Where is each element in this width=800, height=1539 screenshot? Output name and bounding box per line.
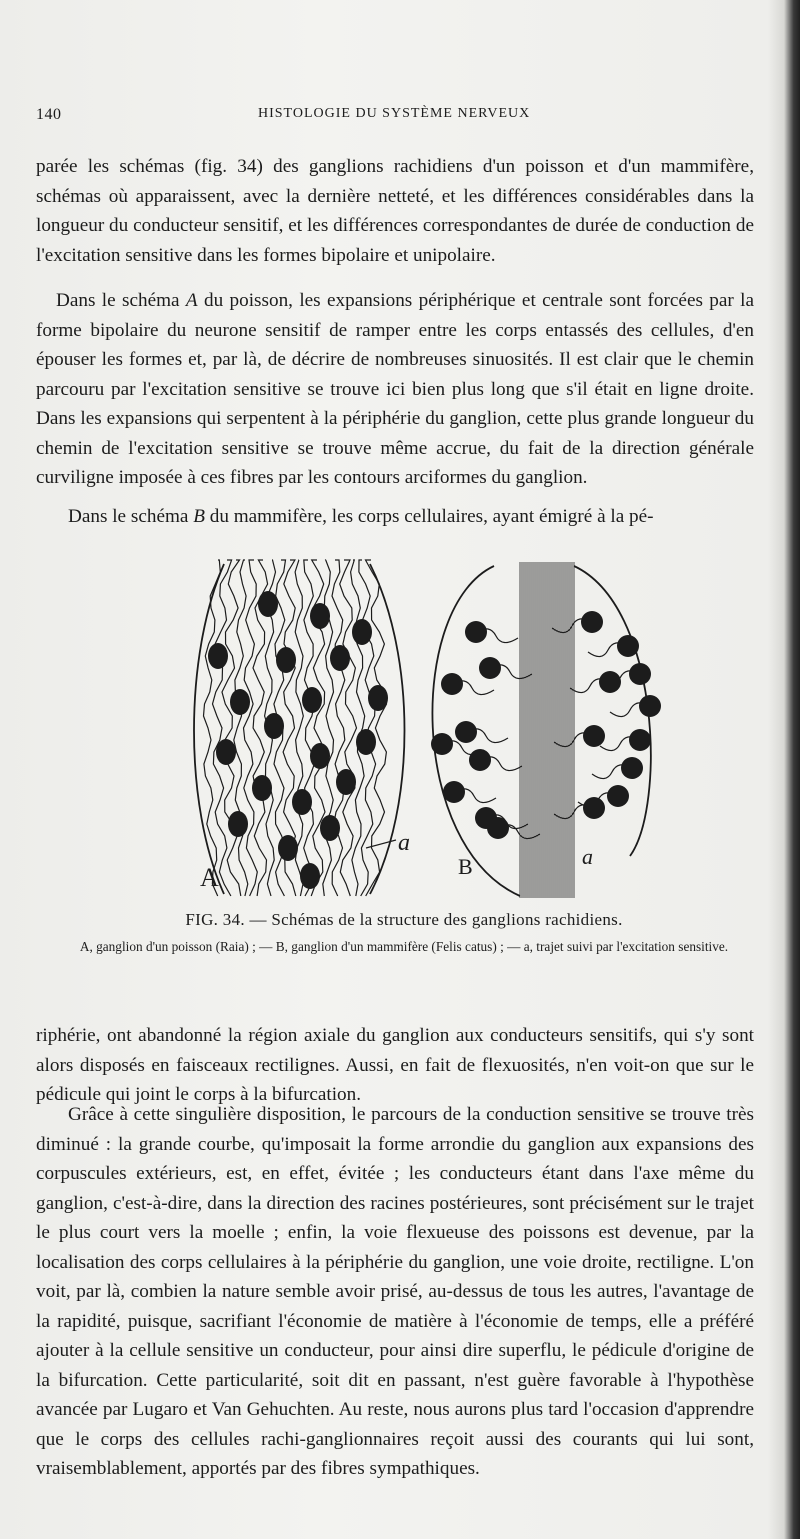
figure-34: [190, 556, 670, 902]
cell-body-a: [264, 713, 284, 739]
cell-body-b: [479, 657, 501, 679]
cell-body-b: [599, 671, 621, 693]
paragraph-3-before: Dans le schéma: [68, 506, 194, 527]
fiber-a: [204, 560, 221, 896]
cell-body-a: [276, 647, 296, 673]
cell-body-a: [356, 729, 376, 755]
cell-body-a: [228, 811, 248, 837]
cell-body-b: [581, 611, 603, 633]
paragraph-1: parée les schémas (fig. 34) des ganglions rachidiens d'un poisson et d'un mammifère, schémas où apparaissent, avec la dernière netteté, et les différences considérables dans la longueur du conducteur sensitif, et les différences correspondantes de durée de conduction de l'excitation sensitive dans les formes bipolaire et unipolaire.: [36, 156, 754, 266]
cell-body-a: [310, 603, 330, 629]
cell-body-b: [629, 729, 651, 751]
cell-body-a: [368, 685, 388, 711]
cell-body-b: [607, 785, 629, 807]
ganglion-a-outline-left: [194, 564, 224, 894]
paragraph-3-after: du mammifère, les corps cellulaires, ayant émigré à la pé-: [204, 506, 654, 527]
cell-body-a: [252, 775, 272, 801]
figure-label-B: B: [458, 854, 473, 879]
ganglion-b-axial-bundle: [520, 562, 574, 898]
cell-body-a: [320, 815, 340, 841]
paragraph-2-before: Dans le schéma: [56, 290, 186, 311]
running-head: [36, 106, 760, 130]
ganglion-b: [431, 562, 661, 898]
cell-body-b: [455, 721, 477, 743]
cell-body-b: [583, 725, 605, 747]
cell-body-a: [230, 689, 250, 715]
cell-body-b: [629, 663, 651, 685]
cell-body-a: [292, 789, 312, 815]
cell-body-b: [639, 695, 661, 717]
cell-body-a: [278, 835, 298, 861]
cell-body-b: [443, 781, 465, 803]
paragraph-4: riphérie, ont abandonné la région axiale du ganglion aux conducteurs sensitifs, qui s'y sont alors disposés en faisceaux rectilignes. Aussi, en fait de flexuosités, n'en voit-on que sur le pédicule qui joint le corps à la bifurcation.: [36, 1025, 754, 1105]
cell-body-a: [310, 743, 330, 769]
fiber-a: [234, 560, 248, 896]
cell-body-a: [300, 863, 320, 889]
paragraph-3: [36, 502, 754, 532]
figure-caption-title: FIG. 34. — Schémas de la structure des ganglions rachidiens.: [185, 910, 623, 929]
cell-body-b: [465, 621, 487, 643]
figure-caption-text: A, ganglion d'un poisson (Raia) ; — B, ganglion d'un mammifère (Felis catus) ; — a, trajet suivi par l'excitation sensitive.: [79, 939, 729, 954]
cell-body-b: [583, 797, 605, 819]
fiber-a: [332, 560, 345, 896]
figure-label-a-right: a: [582, 844, 593, 869]
paragraph-3-letter: B: [193, 506, 205, 527]
cell-body-b: [469, 749, 491, 771]
cell-body-b: [487, 817, 509, 839]
cell-body-a: [258, 591, 278, 617]
cell-body-a: [208, 643, 228, 669]
paragraph-2: [36, 286, 754, 493]
cell-body-a: [302, 687, 322, 713]
page-number: 140: [36, 106, 62, 123]
ganglion-a: [194, 560, 410, 896]
running-title: HISTOLOGIE DU SYSTÈME NERVEUX: [258, 106, 531, 121]
cell-body-a: [352, 619, 372, 645]
cell-body-a: [336, 769, 356, 795]
cell-body-a: [330, 645, 350, 671]
cell-body-b: [621, 757, 643, 779]
paragraph-5: Grâce à cette singulière disposition, le parcours de la conduction sensitive se trouve très diminué : la grande courbe, qu'imposait la forme arrondie du ganglion aux expansions des corpuscules extérieurs, est, en effet, évitée ; les conducteurs étant dans l'axe même du ganglion, c'est-à-dire, dans la direction des racines postérieures, sont précisément sur le trajet le plus court vers la moelle ; enfin, la voie flexueuse des poissons est devenue, par la localisation des corps cellulaires à la périphérie du ganglion, une voie droite, rectiligne. L'on voit, par là, combien la nature semble avoir prisé, au-dessus de tous les autres, l'avantage de la rapidité, puisque, sacrifiant l'économie de matière à l'économie de temps, elle a préféré ajouter à la cellule sensitive un conducteur, pour ainsi dire superflu, le pédicule d'origine de la bifurcation. Cette particularité, soit dit en passant, n'est guère favorable à l'hypothèse avancée par Lugaro et Van Gehuchten. Au reste, nous aurons plus tard l'occasion d'apprendre que le corps des cellules rachi-ganglionnaires reçoit aussi des courants qui lui sont, vraisemblablement, apportés par des fibres sympathiques.: [36, 1104, 754, 1479]
cell-body-b: [617, 635, 639, 657]
paragraph-2-letter: A: [185, 290, 198, 311]
figure-label-a-left: a: [398, 830, 410, 856]
figure-label-A: A: [200, 863, 219, 892]
cell-body-b: [431, 733, 453, 755]
cell-body-b: [441, 673, 463, 695]
figure-illustration: [190, 556, 670, 902]
paragraph-2-after: du poisson, les expansions périphérique et centrale sont forcées par la forme bipolaire du neurone sensitif de ramper entre les corps entassés des cellules, d'en épouser les formes et, par là, de décrire de nombreuses sinuosités. Il est clair que le chemin parcouru par l'excitation sensitive se trouve ici bien plus long que s'il était en ligne droite. Dans les expansions qui serpentent à la périphérie du ganglion, cette plus grande longueur du chemin de l'excitation sensitive se trouve même accrue, du fait de la direction générale curviligne imposée à ces fibres par les contours arciformes du ganglion.: [36, 290, 754, 488]
pointer-line-a: [366, 840, 396, 848]
cell-body-a: [216, 739, 236, 765]
